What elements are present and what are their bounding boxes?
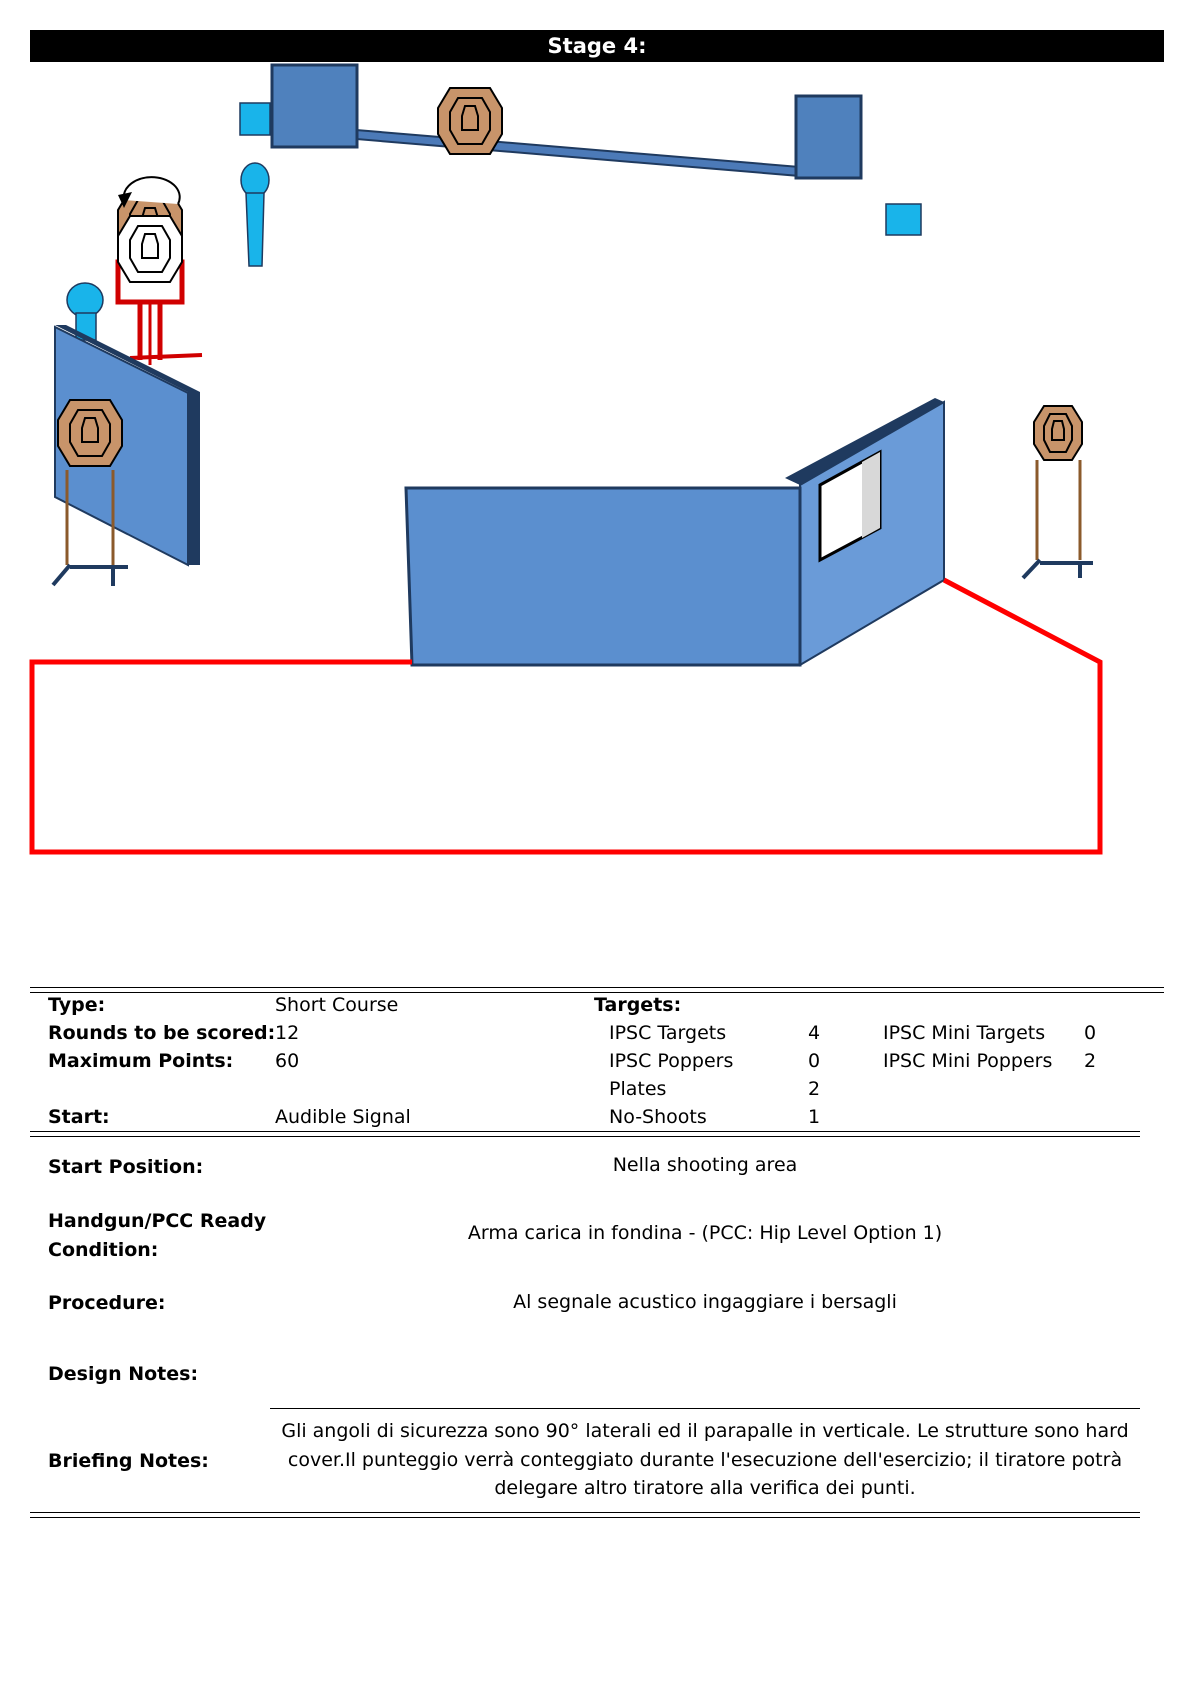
procedure-value: Al segnale acustico ingaggiare i bersagli bbox=[513, 1291, 897, 1313]
points-value: 60 bbox=[275, 1050, 300, 1072]
steel-pole bbox=[356, 130, 800, 176]
swinger-assembly bbox=[118, 177, 202, 365]
target-item-label: IPSC Poppers bbox=[609, 1050, 734, 1072]
type-label: Type: bbox=[48, 994, 106, 1016]
mini-target-count: 0 bbox=[1084, 1022, 1097, 1044]
start-label: Start: bbox=[48, 1106, 110, 1128]
target-item-count: 4 bbox=[808, 1022, 821, 1044]
ready-condition-label-1: Handgun/PCC Ready bbox=[48, 1210, 267, 1232]
mini-popper-label: IPSC Mini Poppers bbox=[883, 1050, 1053, 1072]
start-position-value: Nella shooting area bbox=[612, 1154, 798, 1176]
points-label: Maximum Points: bbox=[48, 1050, 234, 1072]
target-item-label: Plates bbox=[609, 1078, 667, 1100]
table-bottom-rule-1 bbox=[30, 1512, 1140, 1513]
table-bottom-rule-2 bbox=[30, 1517, 1140, 1518]
table-top-rule-2 bbox=[30, 992, 1164, 993]
ready-condition-label-2: Condition: bbox=[48, 1239, 159, 1261]
design-notes-label: Design Notes: bbox=[48, 1363, 199, 1385]
targets-heading: Targets: bbox=[594, 994, 682, 1016]
stage-title: Stage 4: bbox=[30, 30, 1164, 62]
start-value: Audible Signal bbox=[275, 1106, 411, 1128]
type-value: Short Course bbox=[275, 994, 399, 1016]
plate-target-1 bbox=[240, 103, 270, 135]
start-position-label: Start Position: bbox=[48, 1156, 204, 1178]
ipsc-target-back bbox=[438, 88, 502, 154]
table-mid-rule-2 bbox=[30, 1136, 1140, 1137]
ipsc-target-right-stand bbox=[1023, 406, 1093, 578]
mini-popper-1 bbox=[241, 163, 269, 266]
mini-popper-count: 2 bbox=[1084, 1050, 1097, 1072]
briefing-notes-line-1: Gli angoli di sicurezza sono 90° laterali ed il parapalle in verticale. Le strutture sono hard bbox=[281, 1420, 1129, 1442]
target-item-count: 0 bbox=[808, 1050, 821, 1072]
briefing-notes-label: Briefing Notes: bbox=[48, 1450, 209, 1472]
target-item-label: IPSC Targets bbox=[609, 1022, 727, 1044]
target-item-count: 2 bbox=[808, 1078, 821, 1100]
barrel-left bbox=[272, 65, 357, 147]
briefing-notes-line-2: cover.Il punteggio verrà conteggiato durante l'esecuzione dell'esercizio; il tiratore potrà bbox=[287, 1449, 1123, 1471]
rotation-arrow-icon bbox=[124, 177, 180, 204]
table-mid-rule-1 bbox=[30, 1131, 1140, 1132]
target-item-label: No-Shoots bbox=[609, 1106, 707, 1128]
mini-target-label: IPSC Mini Targets bbox=[883, 1022, 1046, 1044]
no-shoot-target bbox=[118, 216, 182, 282]
briefing-rule bbox=[270, 1408, 1140, 1409]
target-item-count: 1 bbox=[808, 1106, 821, 1128]
rounds-value: 12 bbox=[275, 1022, 300, 1044]
table-top-rule-1 bbox=[30, 987, 1164, 988]
procedure-label: Procedure: bbox=[48, 1292, 166, 1314]
plate-target-2 bbox=[886, 204, 921, 235]
rounds-label: Rounds to be scored: bbox=[48, 1022, 276, 1044]
ready-condition-value: Arma carica in fondina - (PCC: Hip Level Option 1) bbox=[467, 1222, 943, 1244]
center-wall bbox=[406, 398, 944, 665]
barrel-right bbox=[796, 96, 861, 178]
briefing-notes-line-3: delegare altro tiratore alla verifica dei punti. bbox=[494, 1477, 916, 1499]
